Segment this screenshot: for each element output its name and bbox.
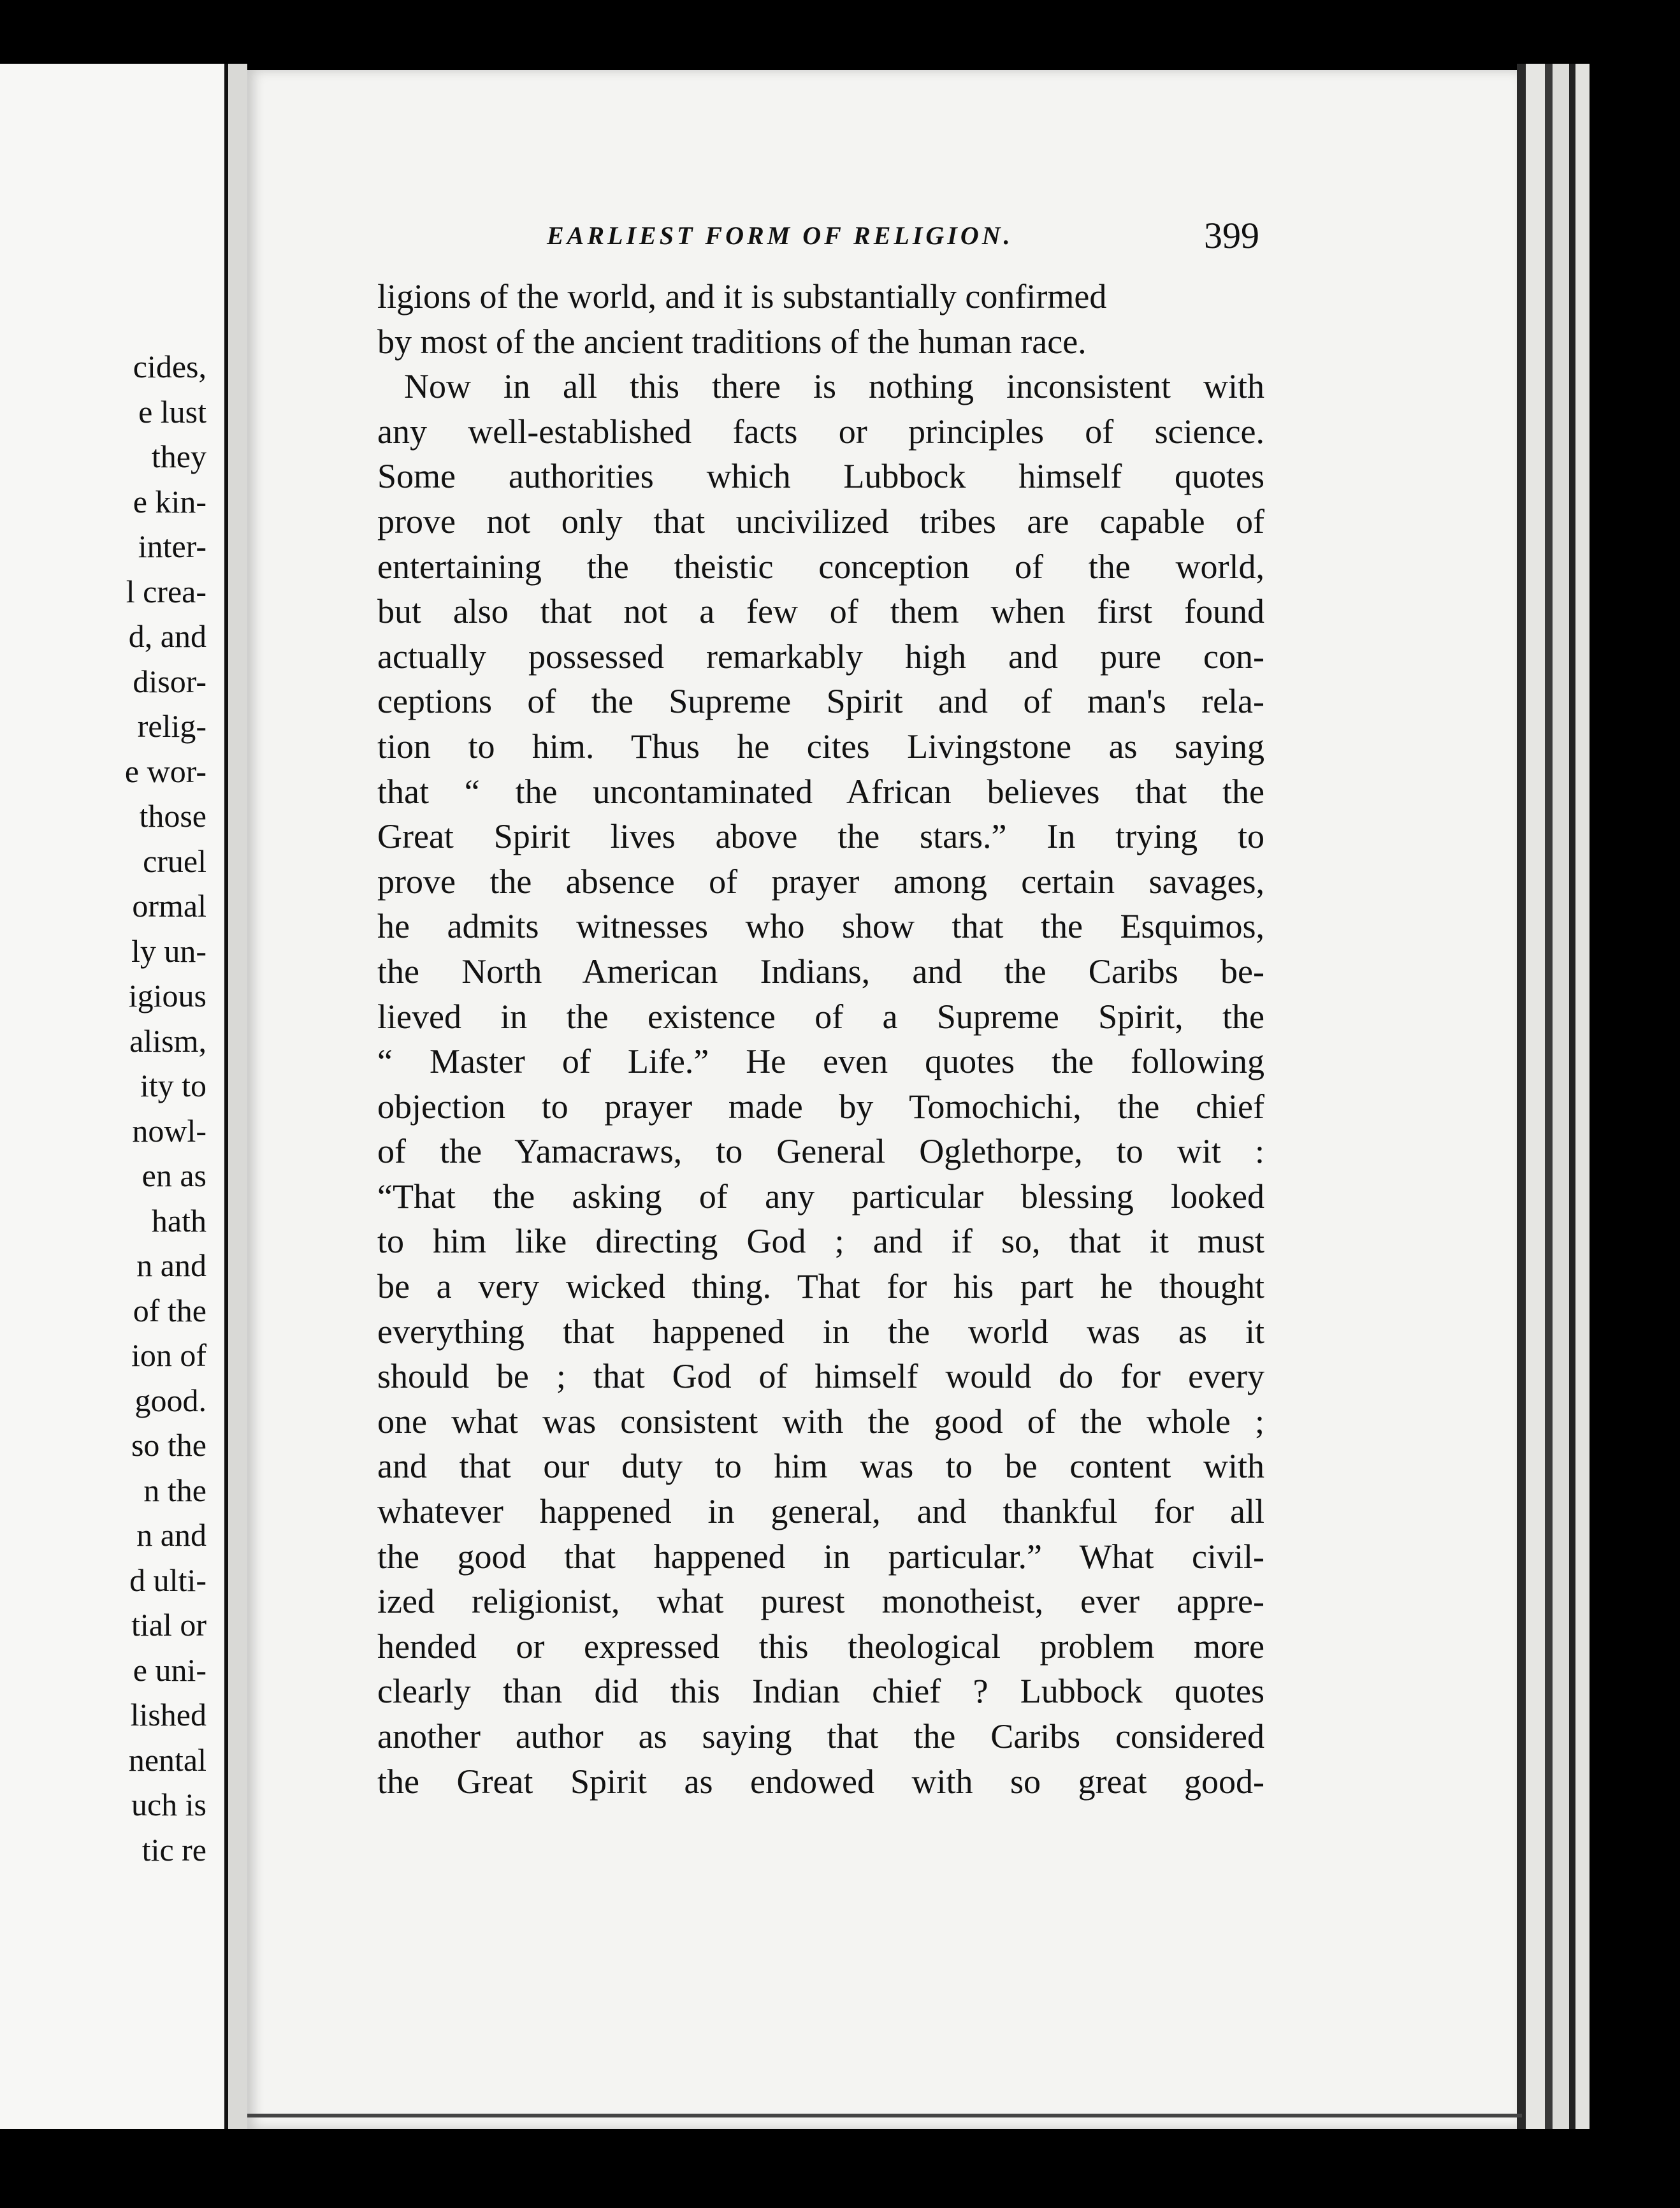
previous-page-lines <box>0 344 224 1872</box>
page-stack-edge <box>1517 64 1526 2129</box>
text-line: any well-established facts or principles of science. <box>377 412 1264 451</box>
text-line: the Great Spirit as endowed with so great good- <box>377 1762 1264 1801</box>
page-stack-edge <box>1569 64 1575 2129</box>
text-line: Now in all this there is nothing inconsistent with <box>404 367 1264 406</box>
previous-page-line: nental <box>128 1741 206 1778</box>
text-line: of the Yamacraws, to General Oglethorpe, to wit : <box>377 1132 1264 1171</box>
previous-page-line: nowl- <box>132 1112 206 1149</box>
previous-page-line: tic re <box>141 1831 206 1868</box>
previous-page-line: n and <box>136 1517 206 1553</box>
text-line: another author as saying that the Caribs considered <box>377 1717 1264 1755</box>
previous-page-line: e lust <box>138 393 206 430</box>
previous-page-line: ion of <box>131 1337 206 1373</box>
previous-page-line: d ulti- <box>129 1562 206 1598</box>
previous-page-line: tial or <box>131 1607 206 1643</box>
previous-page-line: ity to <box>140 1068 206 1103</box>
text-line: clearly than did this Indian chief ? Lubbock quotes <box>377 1672 1264 1711</box>
page-stack-edge <box>1545 64 1553 2129</box>
previous-page-line: en as <box>141 1158 206 1193</box>
text-line: the North American Indians, and the Caribs be- <box>377 952 1264 991</box>
text-line: he admits witnesses who show that the Esquimos, <box>377 907 1264 946</box>
body-text <box>377 274 1264 1804</box>
previous-page-line: of the <box>133 1292 206 1328</box>
text-line: by most of the ancient traditions of the human race. <box>377 322 1087 361</box>
previous-page-line: ly un- <box>131 933 206 969</box>
text-line: be a very wicked thing. That for his part he thought <box>377 1267 1264 1306</box>
text-line: one what was consistent with the good of the whole ; <box>377 1402 1264 1441</box>
text-line: should be ; that God of himself would do for every <box>377 1357 1264 1396</box>
text-line: ceptions of the Supreme Spirit and of man's rela- <box>377 682 1264 721</box>
previous-page-line: disor- <box>133 663 206 699</box>
text-line: lieved in the existence of a Supreme Spirit, the <box>377 997 1264 1036</box>
page-stack-edge <box>1526 64 1545 2129</box>
text-line: tion to him. Thus he cites Livingstone as saying <box>377 727 1264 766</box>
previous-page-line: alism, <box>129 1022 206 1059</box>
page-number: 399 <box>1204 215 1259 256</box>
text-line: everything that happened in the world was as it <box>377 1312 1264 1351</box>
book-gutter <box>228 64 247 2129</box>
previous-page-line: l crea- <box>126 573 206 609</box>
previous-page-line: n and <box>136 1247 206 1283</box>
text-line: and that our duty to him was to be content with <box>377 1447 1264 1486</box>
text-line: Some authorities which Lubbock himself quotes <box>377 457 1264 496</box>
previous-page-line: e uni- <box>133 1652 206 1688</box>
previous-page-line: lished <box>130 1697 206 1732</box>
previous-page-line: good. <box>134 1382 206 1418</box>
page-bottom-edge <box>247 2114 1522 2117</box>
page-stack-edge <box>1575 64 1589 2129</box>
page-stack-edge <box>1553 64 1569 2129</box>
text-line: ized religionist, what purest monotheist, ever appre- <box>377 1582 1264 1621</box>
text-line: prove the absence of prayer among certain savages, <box>377 862 1264 901</box>
previous-page-line: e wor- <box>124 753 206 789</box>
text-line: entertaining the theistic conception of the world, <box>377 547 1264 586</box>
previous-page-line: inter- <box>138 528 206 564</box>
previous-page-line: ormal <box>132 888 206 924</box>
previous-page-line: e kin- <box>133 483 206 519</box>
text-line: “ Master of Life.” He even quotes the following <box>377 1042 1264 1081</box>
text-line: hended or expressed this theological problem more <box>377 1627 1264 1666</box>
previous-page-line: they <box>151 439 206 474</box>
previous-page-line: relig- <box>137 708 206 744</box>
previous-page-line: igious <box>128 978 206 1013</box>
text-line: prove not only that uncivilized tribes are capable of <box>377 502 1264 541</box>
previous-page-line: cruel <box>143 843 206 879</box>
previous-page-line: those <box>139 798 206 834</box>
previous-page-line: d, and <box>128 618 206 654</box>
text-line: actually possessed remarkably high and pure con- <box>377 637 1264 676</box>
previous-page-line: cides, <box>133 349 206 384</box>
previous-page-line: n the <box>143 1472 206 1508</box>
running-head <box>547 210 1259 261</box>
previous-page-fragment <box>0 64 228 2129</box>
previous-page-line: so the <box>131 1427 206 1463</box>
text-line: the good that happened in particular.” What civil- <box>377 1537 1264 1576</box>
text-line: ligions of the world, and it is substantially confirmed <box>377 277 1107 316</box>
text-line: that “ the uncontaminated African believes that the <box>377 772 1264 811</box>
text-line: to him like directing God ; and if so, that it must <box>377 1222 1264 1261</box>
previous-page-line: uch is <box>131 1787 206 1822</box>
previous-page-line: hath <box>151 1202 206 1238</box>
text-line: “That the asking of any particular blessing looked <box>377 1177 1264 1216</box>
text-line: Great Spirit lives above the stars.” In trying to <box>377 817 1264 856</box>
text-line: but also that not a few of them when first found <box>377 592 1264 631</box>
text-line: whatever happened in general, and thankful for all <box>377 1492 1264 1531</box>
running-title: EARLIEST FORM OF RELIGION. <box>547 221 1013 250</box>
text-line: objection to prayer made by Tomochichi, the chief <box>377 1087 1264 1126</box>
